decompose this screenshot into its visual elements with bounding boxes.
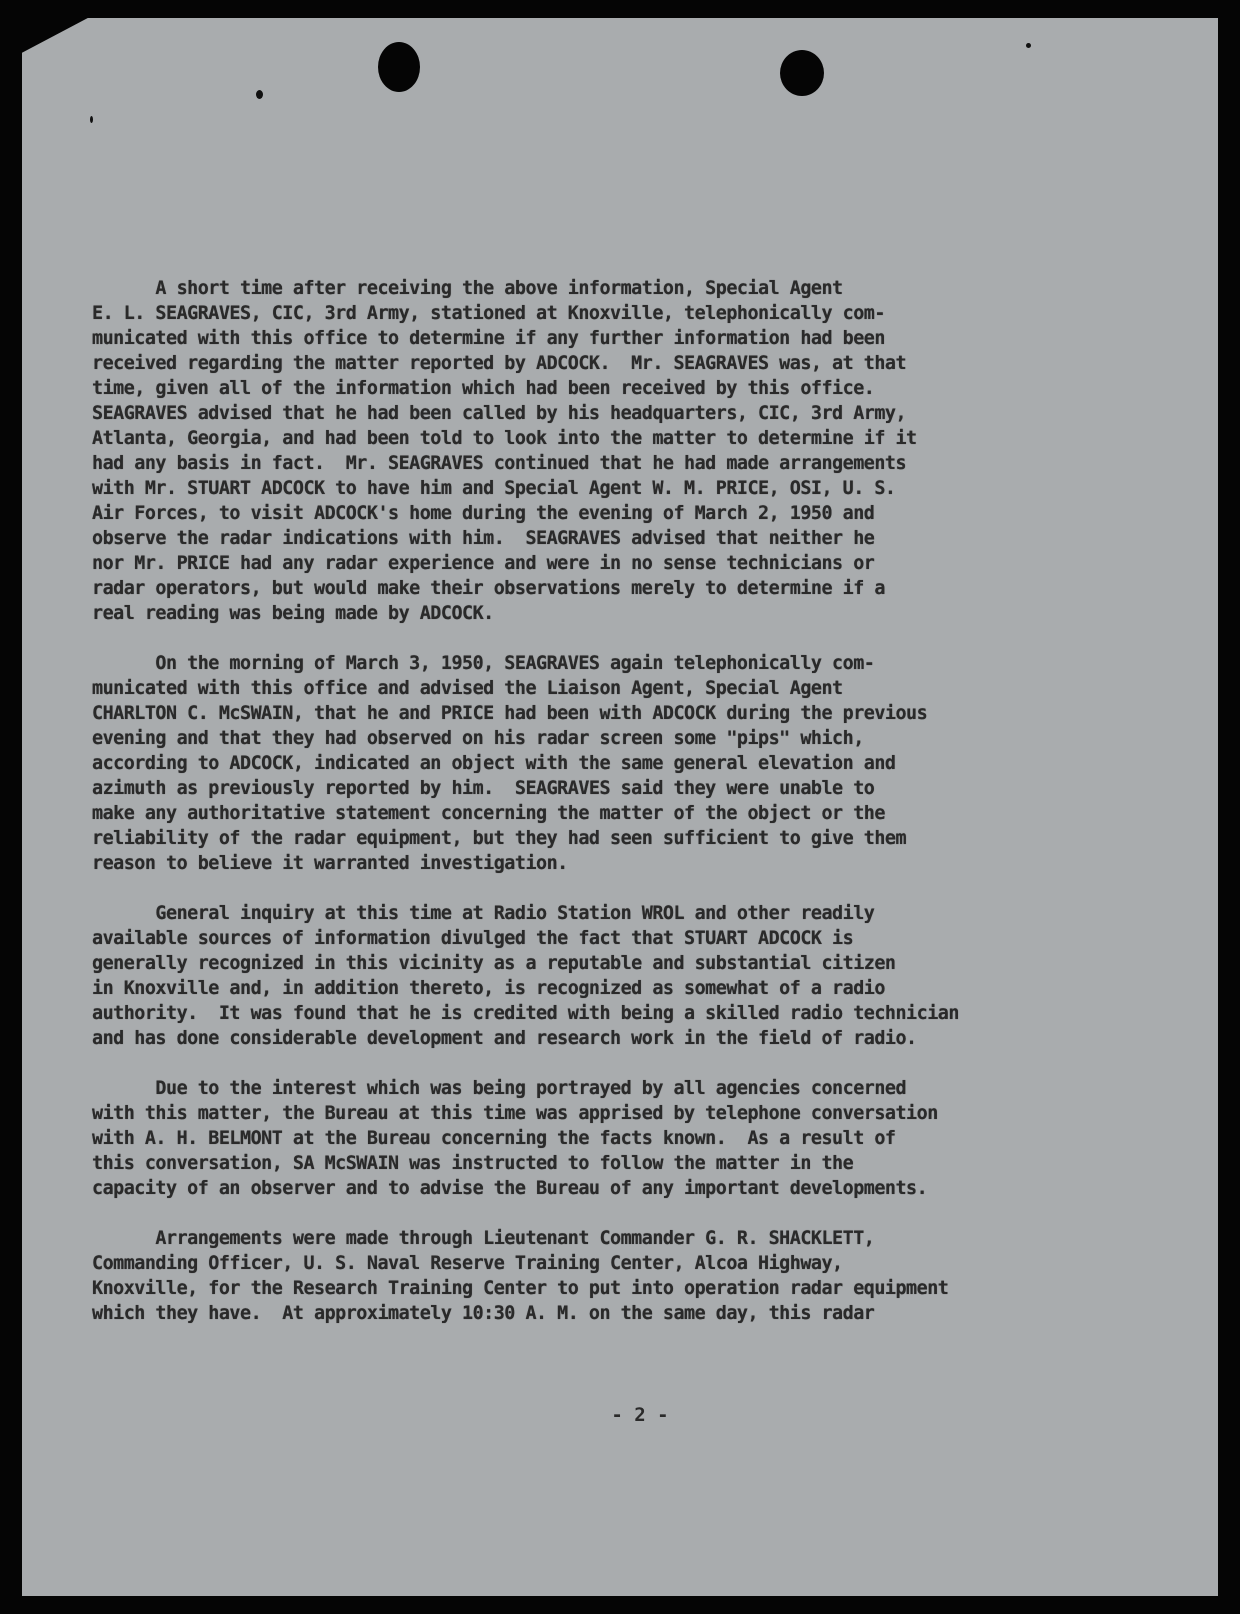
text-line: received regarding the matter reported by ADCOCK. Mr. SEAGRAVES was, at that — [92, 353, 907, 374]
page-speck — [90, 116, 93, 123]
page-speck — [1026, 43, 1031, 48]
text-line: On the morning of March 3, 1950, SEAGRAVES again telephonically com- — [92, 653, 875, 674]
text-line: azimuth as previously reported by him. SEAGRAVES said they were unable to — [92, 778, 875, 799]
text-line: Knoxville, for the Research Training Center to put into operation radar equipment — [92, 1278, 949, 1299]
text-line: authority. It was found that he is credited with being a skilled radio technician — [92, 1003, 959, 1024]
paragraph — [92, 1226, 1132, 1326]
text-line: time, given all of the information which had been received by this office. — [92, 378, 875, 399]
text-line: with A. H. BELMONT at the Bureau concerning the facts known. As a result of — [92, 1128, 896, 1149]
text-line: General inquiry at this time at Radio Station WROL and other readily — [92, 903, 875, 924]
punch-hole-right — [780, 50, 824, 96]
text-line: make any authoritative statement concerning the matter of the object or the — [92, 803, 885, 824]
text-line: Atlanta, Georgia, and had been told to look into the matter to determine if it — [92, 428, 917, 449]
text-line: E. L. SEAGRAVES, CIC, 3rd Army, stationed at Knoxville, telephonically com- — [92, 303, 885, 324]
text-line: in Knoxville and, in addition thereto, is recognized as somewhat of a radio — [92, 978, 885, 999]
text-line: according to ADCOCK, indicated an object with the same general elevation and — [92, 753, 896, 774]
text-line: capacity of an observer and to advise the Bureau of any important developments. — [92, 1178, 928, 1199]
text-line: SEAGRAVES advised that he had been called by his headquarters, CIC, 3rd Army, — [92, 403, 907, 424]
page-speck — [256, 90, 263, 99]
text-line: CHARLTON C. McSWAIN, that he and PRICE had been with ADCOCK during the previous — [92, 703, 928, 724]
text-line: A short time after receiving the above information, Special Agent — [92, 278, 843, 299]
text-line: reason to believe it warranted investigation. — [92, 853, 568, 874]
text-line: Commanding Officer, U. S. Naval Reserve Training Center, Alcoa Highway, — [92, 1253, 843, 1274]
text-line: municated with this office to determine if any further information had been — [92, 328, 885, 349]
text-line: observe the radar indications with him. SEAGRAVES advised that neither he — [92, 528, 875, 549]
paragraph — [92, 276, 1132, 626]
text-line: Due to the interest which was being portrayed by all agencies concerned — [92, 1078, 907, 1099]
text-line: municated with this office and advised the Liaison Agent, Special Agent — [92, 678, 843, 699]
punch-hole-left — [378, 42, 420, 92]
paragraph — [92, 651, 1132, 876]
document-body — [92, 276, 1132, 1351]
text-line: radar operators, but would make their observations merely to determine if a — [92, 578, 885, 599]
page-number: - 2 - — [611, 1404, 669, 1426]
text-line: which they have. At approximately 10:30 A. M. on the same day, this radar — [92, 1303, 875, 1324]
text-line: with this matter, the Bureau at this time was apprised by telephone conversation — [92, 1103, 938, 1124]
text-line: generally recognized in this vicinity as a reputable and substantial citizen — [92, 953, 896, 974]
paragraph — [92, 901, 1132, 1051]
text-line: Air Forces, to visit ADCOCK's home during the evening of March 2, 1950 and — [92, 503, 875, 524]
text-line: evening and that they had observed on his radar screen some "pips" which, — [92, 728, 864, 749]
text-line: with Mr. STUART ADCOCK to have him and Special Agent W. M. PRICE, OSI, U. S. — [92, 478, 896, 499]
text-line: had any basis in fact. Mr. SEAGRAVES continued that he had made arrangements — [92, 453, 907, 474]
text-line: available sources of information divulged the fact that STUART ADCOCK is — [92, 928, 854, 949]
text-line: real reading was being made by ADCOCK. — [92, 603, 494, 624]
text-line: and has done considerable development and research work in the field of radio. — [92, 1028, 917, 1049]
text-line: nor Mr. PRICE had any radar experience and were in no sense technicians or — [92, 553, 875, 574]
text-line: Arrangements were made through Lieutenant Commander G. R. SHACKLETT, — [92, 1228, 875, 1249]
text-line: this conversation, SA McSWAIN was instructed to follow the matter in the — [92, 1153, 854, 1174]
text-line: reliability of the radar equipment, but they had seen sufficient to give them — [92, 828, 907, 849]
paragraph — [92, 1076, 1132, 1201]
